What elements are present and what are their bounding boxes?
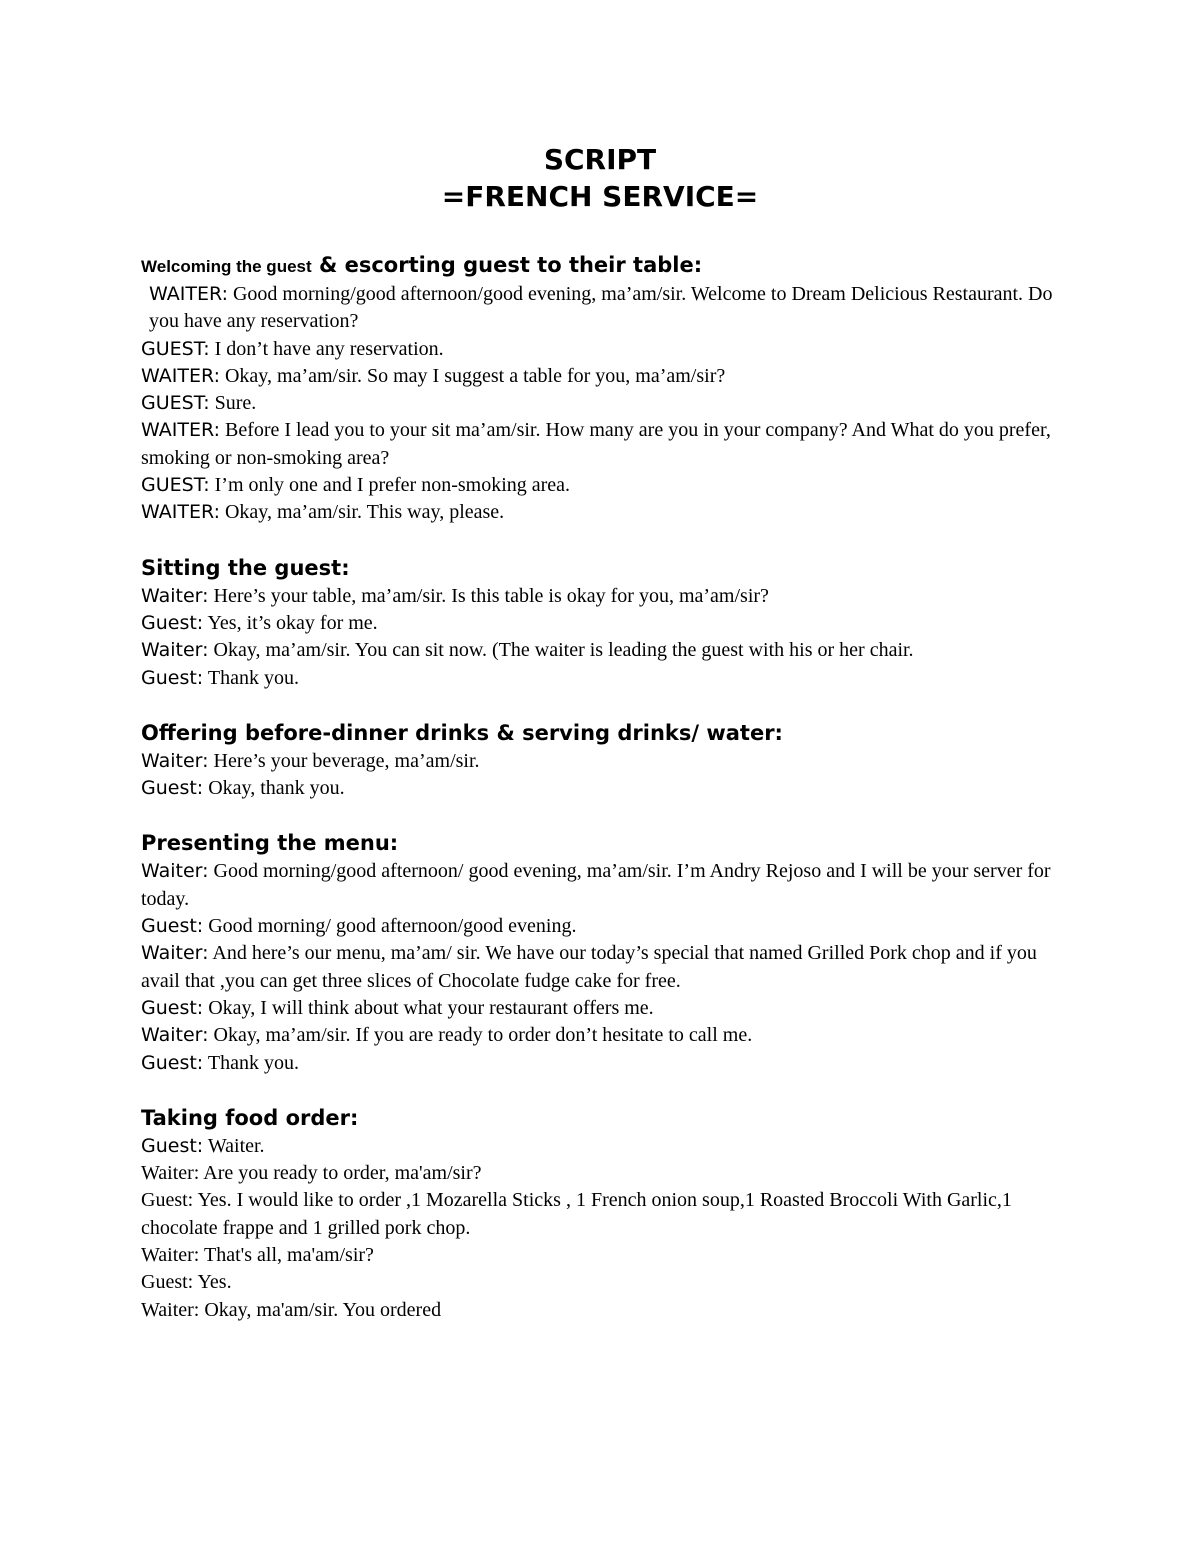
dialogue-text: Before I lead you to your sit ma’am/sir. How many are you in your company? And What do you prefer, smoking or non-smoking area? [141, 419, 1051, 469]
dialogue-text: Guest: Yes. I would like to order ,1 Mozarella Sticks , 1 French onion soup,1 Roasted Broccoli With Garlic,1 chocolate frappe and 1 grilled pork chop. [141, 1189, 1012, 1239]
speaker-label: GUEST: [141, 337, 210, 360]
speaker-label: Waiter: [141, 639, 209, 662]
dialogue-line [141, 281, 1071, 336]
dialogue-line [141, 940, 1071, 995]
dialogue-line [141, 390, 1071, 417]
speaker-label: Waiter: [141, 860, 209, 883]
dialogue-text: Waiter: Are you ready to order, ma'am/sir? [141, 1162, 482, 1185]
section-heading: Sitting the guest: [141, 555, 350, 580]
dialogue-text: Guest: Yes. [141, 1271, 232, 1294]
speaker-label: Waiter: [141, 584, 209, 607]
section-heading: Presenting the menu: [141, 831, 399, 856]
dialogue-line [141, 472, 1071, 499]
speaker-label: Guest: [141, 666, 204, 689]
dialogue-text: Okay, I will think about what your restaurant offers me. [203, 996, 654, 1019]
speaker-label: Guest: [141, 1134, 204, 1157]
section-gap [141, 1077, 1071, 1104]
speaker-label: Waiter: [141, 1024, 209, 1047]
dialogue-line [141, 499, 1071, 526]
dialogue-line [141, 775, 1071, 802]
speaker-label: Guest: [141, 996, 204, 1019]
dialogue-line [141, 363, 1071, 390]
speaker-label: Waiter: [141, 942, 209, 965]
section-gap [141, 692, 1071, 719]
speaker-label: WAITER: [141, 364, 220, 387]
dialogue-text: Thank you. [203, 1051, 299, 1074]
dialogue-text: Good morning/good afternoon/ good evening, ma’am/sir. I’m Andry Rejoso and I will be your server for today. [141, 860, 1051, 910]
section-gap [141, 802, 1071, 829]
speaker-label: Guest: [141, 915, 204, 938]
dialogue-line [141, 610, 1071, 637]
speaker-label: WAITER: [141, 501, 220, 524]
dialogue-text: Okay, thank you. [203, 777, 345, 800]
speaker-label: Waiter: [141, 749, 209, 772]
section-welcoming [141, 251, 1071, 527]
dialogue-line [141, 1022, 1071, 1049]
speaker-label: GUEST: [141, 392, 210, 415]
section-sitting [141, 554, 1071, 692]
dialogue-text: Okay, ma’am/sir. So may I suggest a table for you, ma’am/sir? [219, 364, 726, 387]
dialogue-line [141, 417, 1071, 472]
speaker-label: Guest: [141, 611, 204, 634]
dialogue-line [141, 1160, 1071, 1187]
speaker-label: WAITER: [149, 283, 228, 305]
section-drinks [141, 719, 1071, 803]
dialogue-line [141, 1050, 1071, 1077]
dialogue-text: And here’s our menu, ma’am/ sir. We have our today’s special that named Grilled Pork chop and if you avail that ,you can get three slices of Chocolate fudge cake for free. [141, 942, 1037, 992]
document-title: SCRIPT [543, 143, 657, 176]
section-heading: Offering before-dinner drinks & serving drinks/ water: [141, 720, 783, 745]
speaker-label: Guest: [141, 1051, 204, 1074]
dialogue-text: Here’s your beverage, ma’am/sir. [208, 749, 480, 772]
section-menu [141, 829, 1071, 1076]
dialogue-text: Waiter. [203, 1134, 265, 1157]
dialogue-text: Okay, ma’am/sir. You can sit now. (The waiter is leading the guest with his or her chair. [208, 639, 914, 662]
dialogue-line [141, 748, 1071, 775]
dialogue-text: Thank you. [203, 666, 299, 689]
script-body [141, 251, 1071, 1324]
dialogue-line [141, 336, 1071, 363]
dialogue-text: Good morning/good afternoon/good evening, ma’am/sir. Welcome to Dream Delicious Restaurant. Do you have any reservation? [149, 283, 1053, 333]
section-food-order [141, 1104, 1071, 1324]
dialogue-line [141, 858, 1071, 913]
dialogue-text: Waiter: That's all, ma'am/sir? [141, 1244, 374, 1267]
dialogue-line [141, 1269, 1071, 1296]
dialogue-text: Yes, it’s okay for me. [203, 611, 378, 634]
dialogue-line [141, 1297, 1071, 1324]
section-heading: Taking food order: [141, 1105, 359, 1130]
dialogue-line [141, 583, 1071, 610]
dialogue-line [141, 637, 1071, 664]
speaker-label: GUEST: [141, 474, 210, 497]
dialogue-line [141, 1187, 1071, 1242]
dialogue-text: Waiter: Okay, ma'am/sir. You ordered [141, 1298, 442, 1321]
speaker-label: WAITER: [141, 419, 220, 442]
document-subtitle: =FRENCH SERVICE= [441, 180, 759, 213]
dialogue-line [141, 913, 1071, 940]
dialogue-text: Here’s your table, ma’am/sir. Is this table is okay for you, ma’am/sir? [208, 584, 769, 607]
dialogue-line [141, 1242, 1071, 1269]
section-gap [141, 527, 1071, 554]
dialogue-text: Okay, ma’am/sir. This way, please. [219, 501, 505, 524]
dialogue-text: Good morning/ good afternoon/good evening. [203, 915, 577, 938]
dialogue-line [141, 995, 1071, 1022]
dialogue-text: I don’t have any reservation. [209, 337, 444, 360]
dialogue-line [141, 665, 1071, 692]
dialogue-text: Sure. [209, 392, 257, 415]
dialogue-text: I’m only one and I prefer non-smoking area. [209, 474, 571, 497]
dialogue-line [141, 1133, 1071, 1160]
dialogue-text: Okay, ma’am/sir. If you are ready to order don’t hesitate to call me. [208, 1024, 753, 1047]
speaker-label: Guest: [141, 777, 204, 800]
section-heading: Welcoming the guest & escorting guest to their table: [141, 253, 703, 277]
